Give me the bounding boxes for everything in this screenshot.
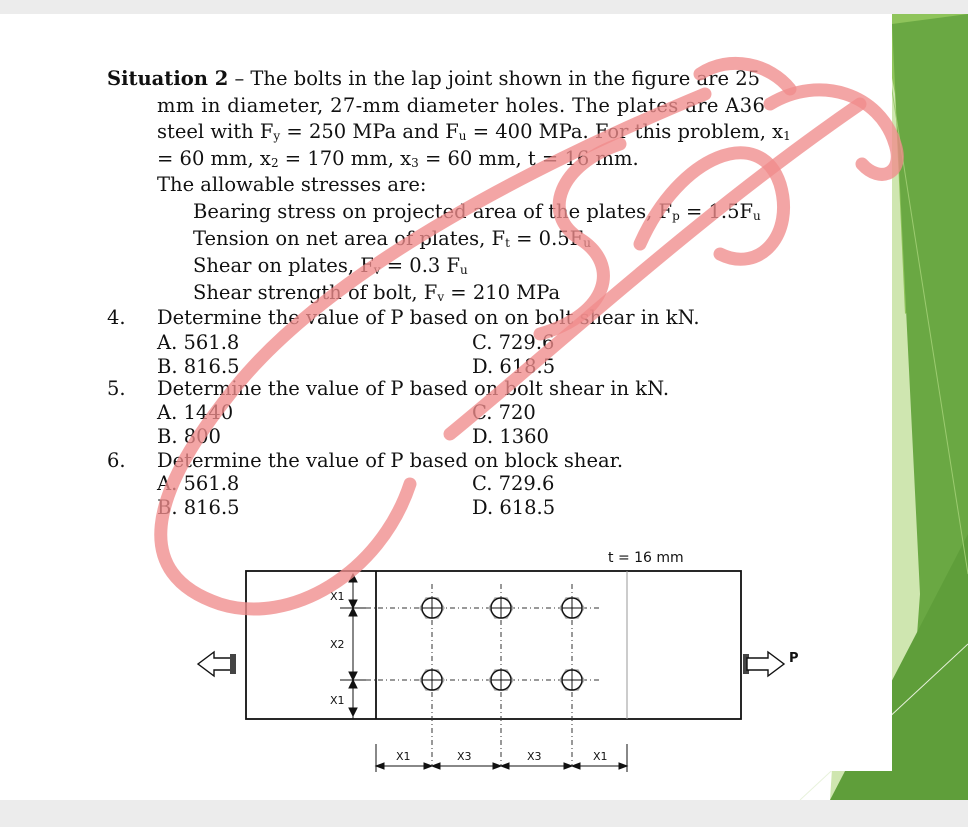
intro-l4-c: = 60 mm, t = 16 mm. xyxy=(418,147,639,170)
tension-sub2: u xyxy=(583,236,591,250)
q4-option-d: D. 618.5 xyxy=(472,355,556,378)
shear-sub2: u xyxy=(460,263,468,277)
question-5-number: 5. xyxy=(107,377,126,400)
bearing-a: Bearing stress on projected area of the plates, F xyxy=(193,200,673,223)
intro-l3-b: = 250 MPa and F xyxy=(280,120,459,143)
shear-a: Shear on plates, F xyxy=(193,254,374,277)
right-load-arrow xyxy=(743,652,784,676)
allowable-heading: The allowable stresses are: xyxy=(157,173,427,196)
arrow-5 xyxy=(349,680,357,688)
stress-bolt-shear xyxy=(193,280,560,306)
dim-x3-bottom-a: X3 xyxy=(457,750,472,763)
q6-option-a: A. 561.8 xyxy=(157,472,240,495)
bd-arrow-8 xyxy=(619,763,627,769)
heading-dash: – xyxy=(228,67,251,90)
bolt-sub: v xyxy=(437,290,445,304)
shear-b: = 0.3 F xyxy=(380,254,461,277)
sub-1: 1 xyxy=(783,129,791,143)
q4-option-c: C. 729.6 xyxy=(472,331,555,354)
tension-b: = 0.5F xyxy=(509,227,584,250)
tension-a: Tension on net area of plates, F xyxy=(193,227,506,250)
stress-tension xyxy=(193,226,591,252)
situation-line-2 xyxy=(157,93,765,119)
intro-line-2: mm in diameter, 27-mm diameter holes. The plates are A36 xyxy=(157,94,766,117)
intro-l3-c: = 400 MPa. For this problem, x xyxy=(466,120,784,143)
question-4-number: 4. xyxy=(107,306,126,329)
bolt-b: = 210 MPa xyxy=(444,281,561,304)
dim-x1-lower: X1 xyxy=(330,694,345,707)
dim-x1-bottom-left: X1 xyxy=(396,750,411,763)
arrow-2 xyxy=(349,600,357,608)
q5-option-b: B. 800 xyxy=(157,425,221,448)
situation-line-4 xyxy=(157,146,639,172)
q5-option-d: D. 1360 xyxy=(472,425,549,448)
thickness-label: t = 16 mm xyxy=(608,550,684,566)
question-5-text: Determine the value of P based on bolt shear in kN. xyxy=(157,377,670,400)
intro-l3-a: steel with F xyxy=(157,120,274,143)
document-content xyxy=(0,14,968,800)
intro-l4-b: = 170 mm, x xyxy=(278,147,412,170)
q6-option-c: C. 729.6 xyxy=(472,472,555,495)
load-label-p: P xyxy=(789,651,799,666)
question-6-number: 6. xyxy=(107,449,126,472)
sub-y: y xyxy=(273,129,281,143)
q6-option-d: D. 618.5 xyxy=(472,496,556,519)
bd-arrow-1 xyxy=(376,763,384,769)
sub-3: 3 xyxy=(411,156,419,170)
q4-option-a: A. 561.8 xyxy=(157,331,240,354)
intro-l4-a: = 60 mm, x xyxy=(157,147,271,170)
shear-sub: v xyxy=(373,263,381,277)
q5-option-c: C. 720 xyxy=(472,401,536,424)
sub-2: 2 xyxy=(270,156,279,170)
q5-option-a: A. 1440 xyxy=(157,401,234,424)
slide xyxy=(0,14,968,800)
arrow-6 xyxy=(349,708,357,716)
tension-sub: t xyxy=(505,236,510,250)
q6-option-b: B. 816.5 xyxy=(157,496,240,519)
bearing-sub: p xyxy=(672,209,680,223)
bd-arrow-3 xyxy=(432,763,440,769)
intro-line-1: The bolts in the lap joint shown in the figure are 25 xyxy=(250,67,761,90)
question-6-text: Determine the value of P based on block shear. xyxy=(157,449,624,472)
dim-x1-top: X1 xyxy=(330,590,345,603)
bd-arrow-7 xyxy=(572,763,580,769)
question-4-text: Determine the value of P based on on bolt shear in kN. xyxy=(157,306,700,329)
bolt-a: Shear strength of bolt, F xyxy=(193,281,438,304)
lap-joint-figure xyxy=(190,544,830,794)
bearing-sub2: u xyxy=(753,209,761,223)
q4-option-b: B. 816.5 xyxy=(157,355,240,378)
arrow-1 xyxy=(349,574,357,582)
situation-heading: Situation 2 xyxy=(107,67,229,90)
bd-arrow-5 xyxy=(501,763,509,769)
bottom-bar xyxy=(0,800,968,827)
sub-u: u xyxy=(458,129,467,143)
plate-outline xyxy=(246,571,741,719)
arrow-4 xyxy=(349,672,357,680)
arrow-3 xyxy=(349,608,357,616)
left-load-arrow xyxy=(198,652,236,676)
situation-line-1 xyxy=(107,66,760,92)
stress-bearing xyxy=(193,199,761,225)
dim-x3-bottom-b: X3 xyxy=(527,750,542,763)
situation-line-3 xyxy=(157,119,791,145)
dim-x2: X2 xyxy=(330,638,345,651)
bolt-group xyxy=(420,598,584,690)
bearing-b: = 1.5F xyxy=(679,200,754,223)
dim-x1-bottom-right: X1 xyxy=(593,750,608,763)
stress-shear-plates xyxy=(193,253,468,279)
